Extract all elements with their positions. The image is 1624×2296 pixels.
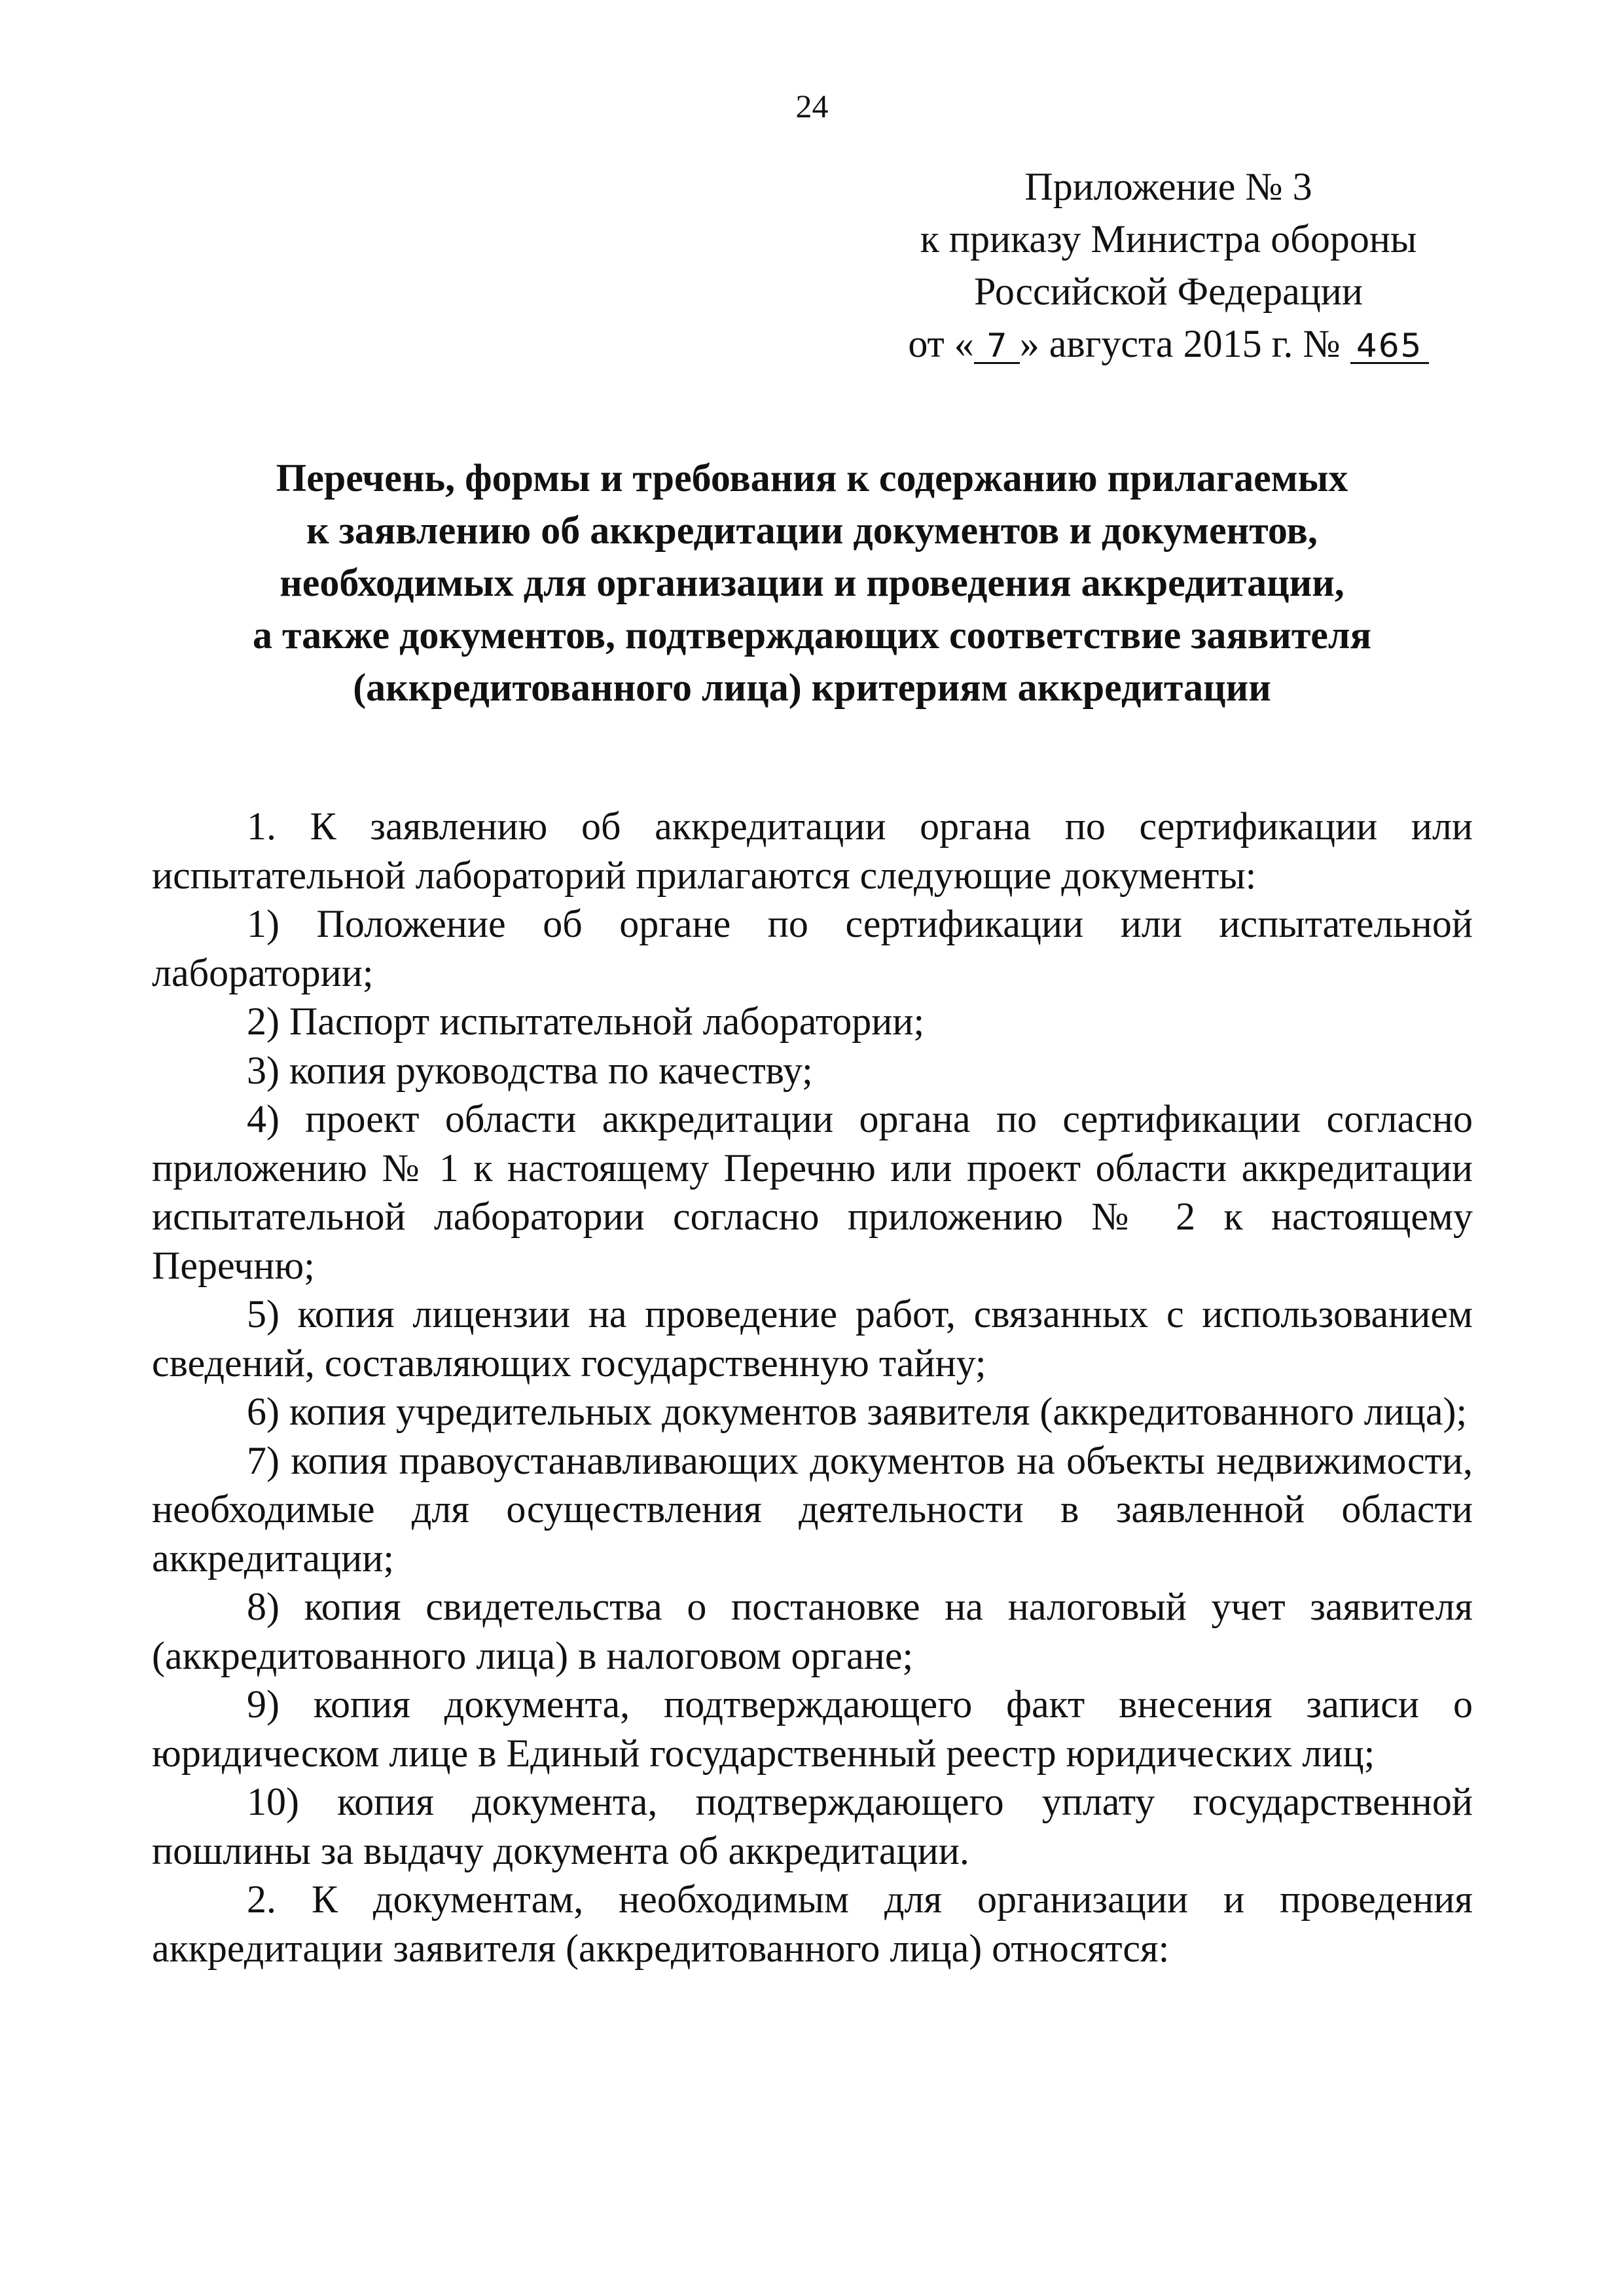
list-item-10: 10) копия документа, подтверждающего уплату государственной пошлины за выдачу документа об аккредитации. bbox=[152, 1780, 1473, 1872]
date-middle: » августа 2015 г. № bbox=[1019, 322, 1341, 365]
date-prefix: от « bbox=[908, 322, 974, 365]
document-title bbox=[0, 452, 1624, 714]
title-line: необходимых для организации и проведения аккредитации, bbox=[280, 561, 1344, 604]
paragraph-2: 2. К документам, необходимым для организации и проведения аккредитации заявителя (аккредитованного лица) относятся: bbox=[152, 1878, 1473, 1970]
title-line: к заявлению об аккредитации документов и документов, bbox=[306, 509, 1318, 552]
title-line: Перечень, формы и требования к содержанию прилагаемых bbox=[276, 456, 1348, 500]
appendix-date-line bbox=[831, 318, 1506, 370]
list-item-5: 5) копия лицензии на проведение работ, связанных с использованием сведений, составляющих государственную тайну; bbox=[152, 1292, 1473, 1385]
document-body bbox=[152, 802, 1473, 1973]
paragraph-1: 1. К заявлению об аккредитации органа по сертификации или испытательной лабораторий прилагаются следующие документы: bbox=[152, 805, 1473, 897]
handwritten-day: 7 bbox=[974, 329, 1020, 364]
title-line: (аккредитованного лица) критериям аккредитации bbox=[353, 666, 1271, 709]
appendix-order-line: к приказу Министра обороны bbox=[920, 217, 1417, 261]
list-item-4: 4) проект области аккредитации органа по сертификации согласно приложению № 1 к настоящему Перечню или проект области аккредитации испытательной лаборатории согласно приложению № 2 к настоящему Перечню; bbox=[152, 1097, 1473, 1287]
handwritten-order-number: 465 bbox=[1350, 329, 1429, 364]
appendix-header bbox=[831, 160, 1506, 370]
list-item-3: 3) копия руководства по качеству; bbox=[247, 1048, 813, 1092]
list-item-9: 9) копия документа, подтверждающего факт внесения записи о юридическом лице в Единый государственный реестр юридических лиц; bbox=[152, 1683, 1473, 1775]
appendix-federation-line: Российской Федерации bbox=[973, 270, 1363, 313]
list-item-2: 2) Паспорт испытательной лаборатории; bbox=[247, 1000, 925, 1043]
list-item-8: 8) копия свидетельства о постановке на налоговый учет заявителя (аккредитованного лица) в налоговом органе; bbox=[152, 1585, 1473, 1677]
list-item-1: 1) Положение об органе по сертификации или испытательной лаборатории; bbox=[152, 902, 1473, 994]
appendix-title: Приложение № 3 bbox=[1024, 165, 1312, 208]
list-item-6: 6) копия учредительных документов заявителя (аккредитованного лица); bbox=[247, 1390, 1468, 1433]
title-line: а также документов, подтверждающих соответствие заявителя bbox=[252, 613, 1372, 657]
list-item-7: 7) копия правоустанавливающих документов на объекты недвижимости, необходимые для осуществления деятельности в заявленной области аккредитации; bbox=[152, 1438, 1473, 1580]
page-number: 24 bbox=[795, 88, 829, 124]
